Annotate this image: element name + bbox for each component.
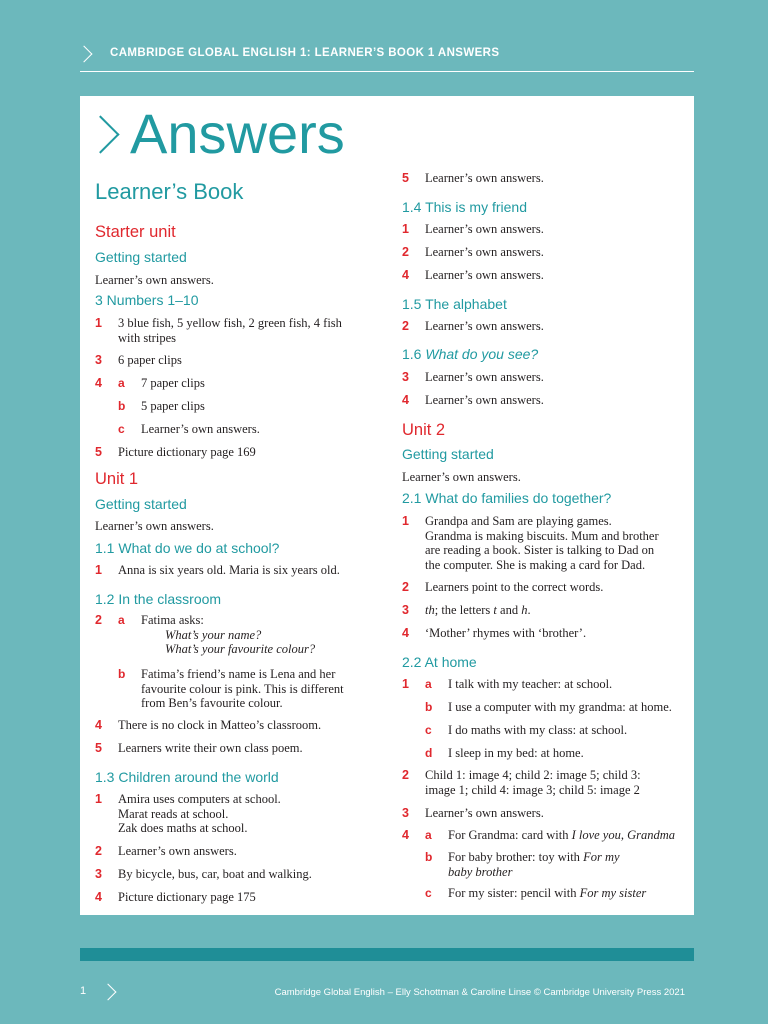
unit-heading: Unit 2	[402, 421, 446, 439]
sub-answer	[118, 376, 378, 391]
answer-number: 2	[95, 844, 102, 858]
answer-text: For Grandma: card with I love you, Grandma	[448, 828, 676, 842]
answer-number: 4	[402, 393, 409, 407]
answer-number: 4	[402, 828, 409, 842]
answer-text: Learner’s own answers.	[95, 273, 214, 287]
sub-answer	[425, 677, 685, 692]
answer-text: By bicycle, bus, car, boat and walking.	[118, 867, 312, 881]
answer-text: Learner’s own answers.	[141, 422, 260, 436]
footer-bar	[80, 948, 694, 961]
answer-number: 3	[402, 806, 409, 820]
sub-answer	[118, 399, 378, 414]
answer-number: 3	[95, 867, 102, 881]
sub-letter: b	[425, 700, 433, 714]
sub-letter: a	[425, 677, 432, 691]
answer-text: Learner’s own answers.	[425, 806, 544, 820]
answer-text: 7 paper clips	[141, 376, 205, 390]
answer-text: Learner’s own answers.	[118, 844, 237, 858]
unit-heading: Unit 1	[95, 470, 139, 488]
section-heading: 1.1 What do we do at school?	[95, 540, 280, 556]
answer-text: I use a computer with my grandma: at home.	[448, 700, 672, 714]
answer-text: Fatima’s friend’s name is Lena and her favourite colour is pink. This is different from Ben’s favourite colour.	[141, 667, 344, 711]
chevron-right-icon	[76, 46, 93, 63]
answer-text: Child 1: image 4; child 2: image 5; child 3: image 1; child 4: image 3; child 5: image 2	[425, 768, 641, 797]
section-heading: 1.2 In the classroom	[95, 591, 222, 607]
sub-answer	[118, 422, 378, 437]
sub-letter: b	[118, 399, 126, 413]
answer-text: There is no clock in Matteo’s classroom.	[118, 718, 322, 732]
answer-number: 2	[95, 613, 102, 627]
answer-number: 3	[402, 603, 409, 617]
answer-number: 5	[402, 171, 409, 185]
answer-text: Learner’s own answers.	[425, 222, 544, 236]
answer-text: 3 blue fish, 5 yellow fish, 2 green fish, 4 fish with stripes	[118, 316, 342, 345]
answer-number: 2	[402, 580, 409, 594]
header-title: CAMBRIDGE GLOBAL ENGLISH 1: LEARNER’S BOOK 1 ANSWERS	[110, 47, 500, 59]
answer-number: 2	[402, 768, 409, 782]
answer-text: Picture dictionary page 169	[118, 445, 256, 459]
answer-number: 4	[95, 890, 102, 904]
answer-text: Learner’s own answers.	[402, 470, 521, 484]
answer-number: 1	[95, 563, 102, 577]
answer-text: Learner’s own answers.	[425, 268, 544, 282]
section-heading: 3 Numbers 1–10	[95, 292, 199, 308]
answer-number: 2	[402, 319, 409, 333]
sub-answer	[425, 886, 685, 901]
answer-text: Amira uses computers at school. Marat reads at school. Zak does maths at school.	[118, 792, 281, 836]
footer-credit: Cambridge Global English – Elly Schottman & Caroline Linse © Cambridge University Press 2021	[274, 987, 685, 998]
section-heading: 1.3 Children around the world	[95, 769, 279, 785]
sub-letter: c	[118, 422, 125, 436]
page-header	[80, 40, 694, 72]
answer-number: 4	[95, 376, 102, 390]
sub-answer	[425, 850, 685, 879]
answer-number: 5	[95, 741, 102, 755]
answer-text: Learner’s own answers.	[95, 519, 214, 533]
answer-number: 1	[402, 677, 409, 691]
sub-letter: b	[118, 667, 126, 681]
answer-number: 4	[402, 626, 409, 640]
sub-letter: b	[425, 850, 433, 864]
sub-letter: c	[425, 723, 432, 737]
section-heading: Getting started	[402, 446, 494, 462]
answer-text: Grandpa and Sam are playing games. Grandma is making biscuits. Mum and brother are reading a book. Sister is talking to Dad on the computer. She is making a card for Dad.	[425, 514, 659, 572]
answer-text: For baby brother: toy with For my baby brother	[448, 850, 620, 879]
answer-number: 4	[95, 718, 102, 732]
answer-text: Learner’s own answers.	[425, 171, 544, 185]
answer-text: Learner’s own answers.	[425, 370, 544, 384]
sub-answer	[118, 667, 378, 711]
answer-text: I talk with my teacher: at school.	[448, 677, 613, 691]
sub-letter: d	[425, 746, 433, 760]
sub-answer	[425, 700, 685, 715]
answer-text: 5 paper clips	[141, 399, 205, 413]
unit-heading: Starter unit	[95, 223, 176, 241]
answer-number: 1	[95, 316, 102, 330]
answer-text: Learners point to the correct words.	[425, 580, 604, 594]
answer-text: 6 paper clips	[118, 353, 182, 367]
answer-number: 4	[402, 268, 409, 282]
answer-text: th; the letters t and h.	[425, 603, 531, 617]
answer-text: Learner’s own answers.	[425, 245, 544, 259]
answer-number: 5	[95, 445, 102, 459]
answer-text: ‘Mother’ rhymes with ‘brother’.	[425, 626, 587, 640]
answer-text: Picture dictionary page 175	[118, 890, 256, 904]
answer-number: 1	[95, 792, 102, 806]
sub-letter: a	[425, 828, 432, 842]
answer-text: For my sister: pencil with For my sister	[448, 886, 647, 900]
answer-number: 3	[95, 353, 102, 367]
sub-answer	[425, 746, 685, 761]
section-heading: 2.1 What do families do together?	[402, 490, 612, 506]
answer-number: 3	[402, 370, 409, 384]
sub-letter: a	[118, 613, 125, 627]
page-title: Answers	[130, 102, 345, 165]
page-number: 1	[80, 985, 87, 997]
sub-answer	[118, 613, 378, 657]
answer-text: Learner’s own answers.	[425, 393, 544, 407]
section-heading: 1.5 The alphabet	[402, 296, 507, 312]
answer-number: 2	[402, 245, 409, 259]
chevron-right-icon	[100, 984, 117, 1001]
section-heading: 2.2 At home	[402, 654, 477, 670]
answer-text: Fatima asks: What’s your name? What’s your favourite colour?	[141, 613, 316, 657]
answer-text: I do maths with my class: at school.	[448, 723, 628, 737]
book-heading: Learner’s Book	[95, 179, 244, 204]
section-heading: 1.4 This is my friend	[402, 199, 528, 215]
sub-letter: c	[425, 886, 432, 900]
section-heading: Getting started	[95, 249, 187, 265]
sub-letter: a	[118, 376, 125, 390]
answer-number: 1	[402, 222, 409, 236]
answer-number: 1	[402, 514, 409, 528]
sub-answer	[425, 828, 685, 843]
answer-text: Learner’s own answers.	[425, 319, 544, 333]
section-heading: 1.6 What do you see?	[402, 346, 539, 362]
answer-text: I sleep in my bed: at home.	[448, 746, 584, 760]
answer-text: Anna is six years old. Maria is six years old.	[118, 563, 340, 577]
sub-answer	[425, 723, 685, 738]
answer-text: Learners write their own class poem.	[118, 741, 303, 755]
section-heading: Getting started	[95, 496, 187, 512]
